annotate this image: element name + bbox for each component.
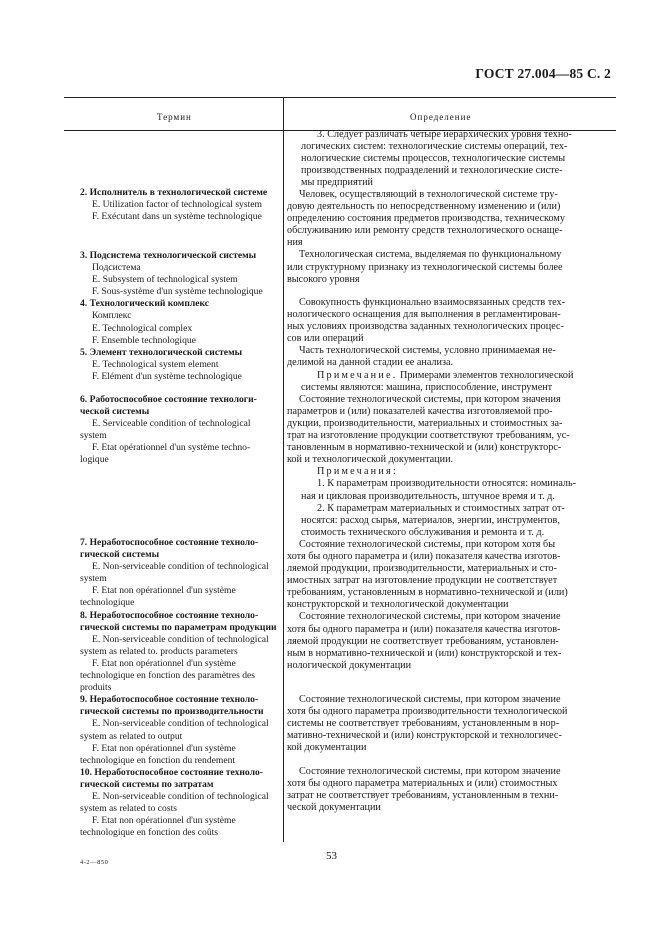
term-block bbox=[80, 394, 280, 467]
def-line: мы предприятий bbox=[301, 177, 373, 189]
def-line: ляемой продукции не соответствует требованиям, установлен- bbox=[287, 635, 559, 647]
term-line: 4. Технологический комплекс bbox=[80, 298, 210, 310]
column-header-definition: Определение bbox=[410, 112, 472, 122]
term-line: 5. Элемент технологической системы bbox=[80, 346, 243, 358]
print-code: 4-2—850 bbox=[80, 859, 109, 866]
term-line: ческой системы bbox=[80, 406, 150, 418]
term-line: F. Etat non opérationnel d'un système bbox=[92, 657, 236, 669]
term-line: гической системы по параметрам продукции bbox=[80, 621, 277, 633]
term-line: system as related to costs bbox=[80, 803, 177, 815]
term-line: E. Technological complex bbox=[92, 322, 193, 334]
term-line: system as related to output bbox=[80, 730, 183, 742]
term-line: system as related to. products parameters bbox=[80, 645, 238, 657]
def-block bbox=[287, 297, 617, 672]
def-line: Состояние технологической системы, при котором хотя бы bbox=[299, 538, 556, 550]
def-line: параметров и (или) показателей качества изготовляемой про- bbox=[287, 405, 553, 417]
def-block bbox=[287, 766, 617, 814]
def-line: 2. К параметрам материальных и стоимостных затрат от- bbox=[317, 502, 565, 514]
def-line: довую деятельность по непосредственному изменению и (или) bbox=[287, 201, 561, 213]
def-line: мативно-технической и (или) конструкторской и технологичес- bbox=[287, 730, 562, 742]
def-line: требованиям, установленным в нормативно-технической и (или) bbox=[287, 587, 568, 599]
term-line: 9. Неработоспособное состояние техноло- bbox=[80, 694, 259, 706]
def-line: нологической документации bbox=[287, 659, 412, 671]
def-line: обслуживанию или ремонту средств технологического оснаще- bbox=[287, 225, 563, 237]
note-heading: Примечания: bbox=[317, 466, 398, 478]
def-line: производственных подразделений и технологические систе- bbox=[301, 165, 563, 177]
column-header-term: Термин bbox=[157, 112, 192, 122]
def-line: определению состояния предметов производства, техническому bbox=[287, 213, 565, 225]
term-line: F. Etat non opérationnel d'un système bbox=[92, 742, 236, 754]
note-text: Примерами элементов технологической bbox=[397, 369, 574, 381]
def-line: Состояние технологической системы, при котором значение bbox=[299, 694, 561, 705]
def-line: хотя бы одного параметра и (или) показателя качества изготов- bbox=[287, 550, 561, 562]
note-heading: Примечание. bbox=[317, 369, 398, 381]
term-line: technologique bbox=[80, 597, 135, 609]
def-line: Состояние технологической системы, при котором значения bbox=[299, 393, 561, 405]
def-line: высокого уровня bbox=[287, 273, 360, 285]
def-line: ния bbox=[287, 237, 303, 249]
table-top-rule bbox=[64, 97, 616, 98]
term-line: E. Non-serviceable condition of technological bbox=[92, 633, 269, 645]
def-line: стоимость технического обслуживания и ремонта и т. д. bbox=[301, 526, 545, 538]
def-line: кой и технологической документации. bbox=[287, 454, 454, 466]
def-line: Человек, осуществляющий в технологической системе тру- bbox=[299, 189, 558, 200]
def-line: логических систем: технологические системы операций, тех- bbox=[301, 141, 568, 153]
term-line: гической системы bbox=[80, 549, 160, 561]
def-line bbox=[287, 466, 617, 478]
term-block bbox=[80, 537, 280, 839]
term-line: F. Sous-système d'un système technologique bbox=[92, 286, 263, 298]
def-line: нологического оснащения для выполнения в регламентирован- bbox=[287, 309, 561, 321]
def-block bbox=[287, 694, 617, 754]
def-line: конструкторской и технологической документации bbox=[287, 599, 509, 611]
term-line: technologique en fonction des paramètres des bbox=[80, 670, 256, 682]
def-line: ным в нормативно-технической и (или) конструкторской и тех- bbox=[287, 647, 562, 659]
def-line: дукции, производительности, материальных и стоимостных за- bbox=[287, 417, 563, 429]
term-line: E. Non-serviceable condition of technological bbox=[92, 790, 269, 802]
def-line bbox=[287, 370, 617, 382]
def-line: 3. Следует различать четыре иерархических уровня техно- bbox=[317, 129, 572, 140]
def-line: имостных затрат на изготовление продукции не соответствует bbox=[287, 575, 558, 587]
term-line: 2. Исполнитель в технологической системе bbox=[80, 187, 268, 198]
def-block bbox=[287, 189, 617, 286]
def-line: ных условиях производства заданных технологических процес- bbox=[287, 321, 564, 333]
def-line: хотя бы одного параметра производительности технологической bbox=[287, 706, 568, 718]
def-line: 1. К параметрам производительности относятся: номиналь- bbox=[317, 478, 577, 490]
term-line: F. Elément d'un système technologique bbox=[92, 370, 242, 382]
term-line: system bbox=[80, 430, 107, 442]
def-line: хотя бы одного параметра и (или) показателя качества изготов- bbox=[287, 623, 561, 635]
term-line: technologique en fonction des coûts bbox=[80, 827, 219, 839]
term-line: гической системы по затратам bbox=[80, 778, 214, 790]
document-header: ГОСТ 27.004—85 С. 2 bbox=[475, 66, 611, 81]
def-line: Совокупность функционально взаимосвязанных средств тех- bbox=[299, 297, 566, 308]
term-block bbox=[80, 250, 280, 383]
def-line: или структурному признаку из технологической системы более bbox=[287, 261, 563, 273]
term-line: F. Etat non opérationnel d'un système bbox=[92, 585, 236, 597]
def-line: хотя бы одного параметра материальных и (или) стоимостных bbox=[287, 778, 558, 790]
term-block bbox=[80, 187, 280, 223]
def-line: Состояние технологической системы, при котором значение bbox=[299, 611, 561, 623]
def-line: затрат не соответствует требованиям, установленным в техни- bbox=[287, 790, 559, 802]
term-line: 3. Подсистема технологической системы bbox=[80, 250, 257, 261]
def-line: Технологическая система, выделяемая по функциональному bbox=[299, 249, 562, 261]
def-line: тановленным в нормативно-технической и (или) конструкторс- bbox=[287, 442, 562, 454]
def-line: кой документации bbox=[287, 742, 367, 754]
column-divider bbox=[283, 97, 284, 842]
def-line: Часть технологической системы, условно принимаемая не- bbox=[299, 345, 556, 357]
term-line: 7. Неработоспособное состояние техноло- bbox=[80, 537, 259, 548]
def-line: трат на изготовление продукции соответствуют требованиям, ус- bbox=[287, 430, 570, 442]
term-line: E. Technological system element bbox=[92, 358, 219, 370]
def-line: делимой на данной стадии ее анализа. bbox=[287, 357, 454, 369]
term-line: E. Non-serviceable condition of technological bbox=[92, 561, 269, 573]
term-line: technologique en fonction du rendement bbox=[80, 754, 236, 766]
def-line: Состояние технологической системы, при котором значение bbox=[299, 766, 561, 777]
def-line: носятся: расход сырья, материалов, энергии, инструментов, bbox=[301, 514, 560, 526]
term-line: F. Etat opérationnel d'un système techno- bbox=[92, 442, 251, 454]
def-line: ляемой продукции, производительности, материальных и сто- bbox=[287, 563, 557, 575]
term-line: logique bbox=[80, 454, 109, 466]
def-line: ческой документации bbox=[287, 802, 381, 814]
term-line: produits bbox=[80, 682, 112, 694]
term-line: E. Subsystem of technological system bbox=[92, 274, 238, 286]
term-line: F. Ensemble technologique bbox=[92, 334, 196, 346]
term-line: 6. Работоспособное состояние технологи- bbox=[80, 394, 257, 405]
term-line: F. Etat non opérationnel d'un système bbox=[92, 815, 236, 827]
term-line: Подсистема bbox=[92, 262, 141, 274]
term-line: E. Utilization factor of technological system bbox=[92, 199, 262, 211]
term-line: 10. Неработоспособное состояние техноло- bbox=[80, 766, 263, 778]
term-line: гической системы по производительности bbox=[80, 706, 264, 718]
term-line: E. Serviceable condition of technological bbox=[92, 418, 251, 430]
term-line: Комплекс bbox=[92, 310, 132, 322]
def-block bbox=[287, 129, 617, 189]
page-number: 53 bbox=[326, 850, 337, 862]
term-line: 8. Неработоспособное состояние техноло- bbox=[80, 609, 259, 621]
term-line: system bbox=[80, 573, 107, 585]
def-line: ная и цикловая производительность, штучное время и т. д. bbox=[301, 490, 555, 502]
def-line: системы являются: машина, приспособление, инструмент bbox=[301, 381, 553, 393]
def-line: нологические системы процессов, технологические системы bbox=[301, 153, 566, 165]
term-line: E. Non-serviceable condition of technological bbox=[92, 718, 269, 730]
term-line: F. Exécutant dans un système technologique bbox=[92, 211, 262, 223]
def-line: сов или операций bbox=[287, 333, 364, 345]
def-line: системы не соответствует требованиям, установленным в нор- bbox=[287, 718, 560, 730]
